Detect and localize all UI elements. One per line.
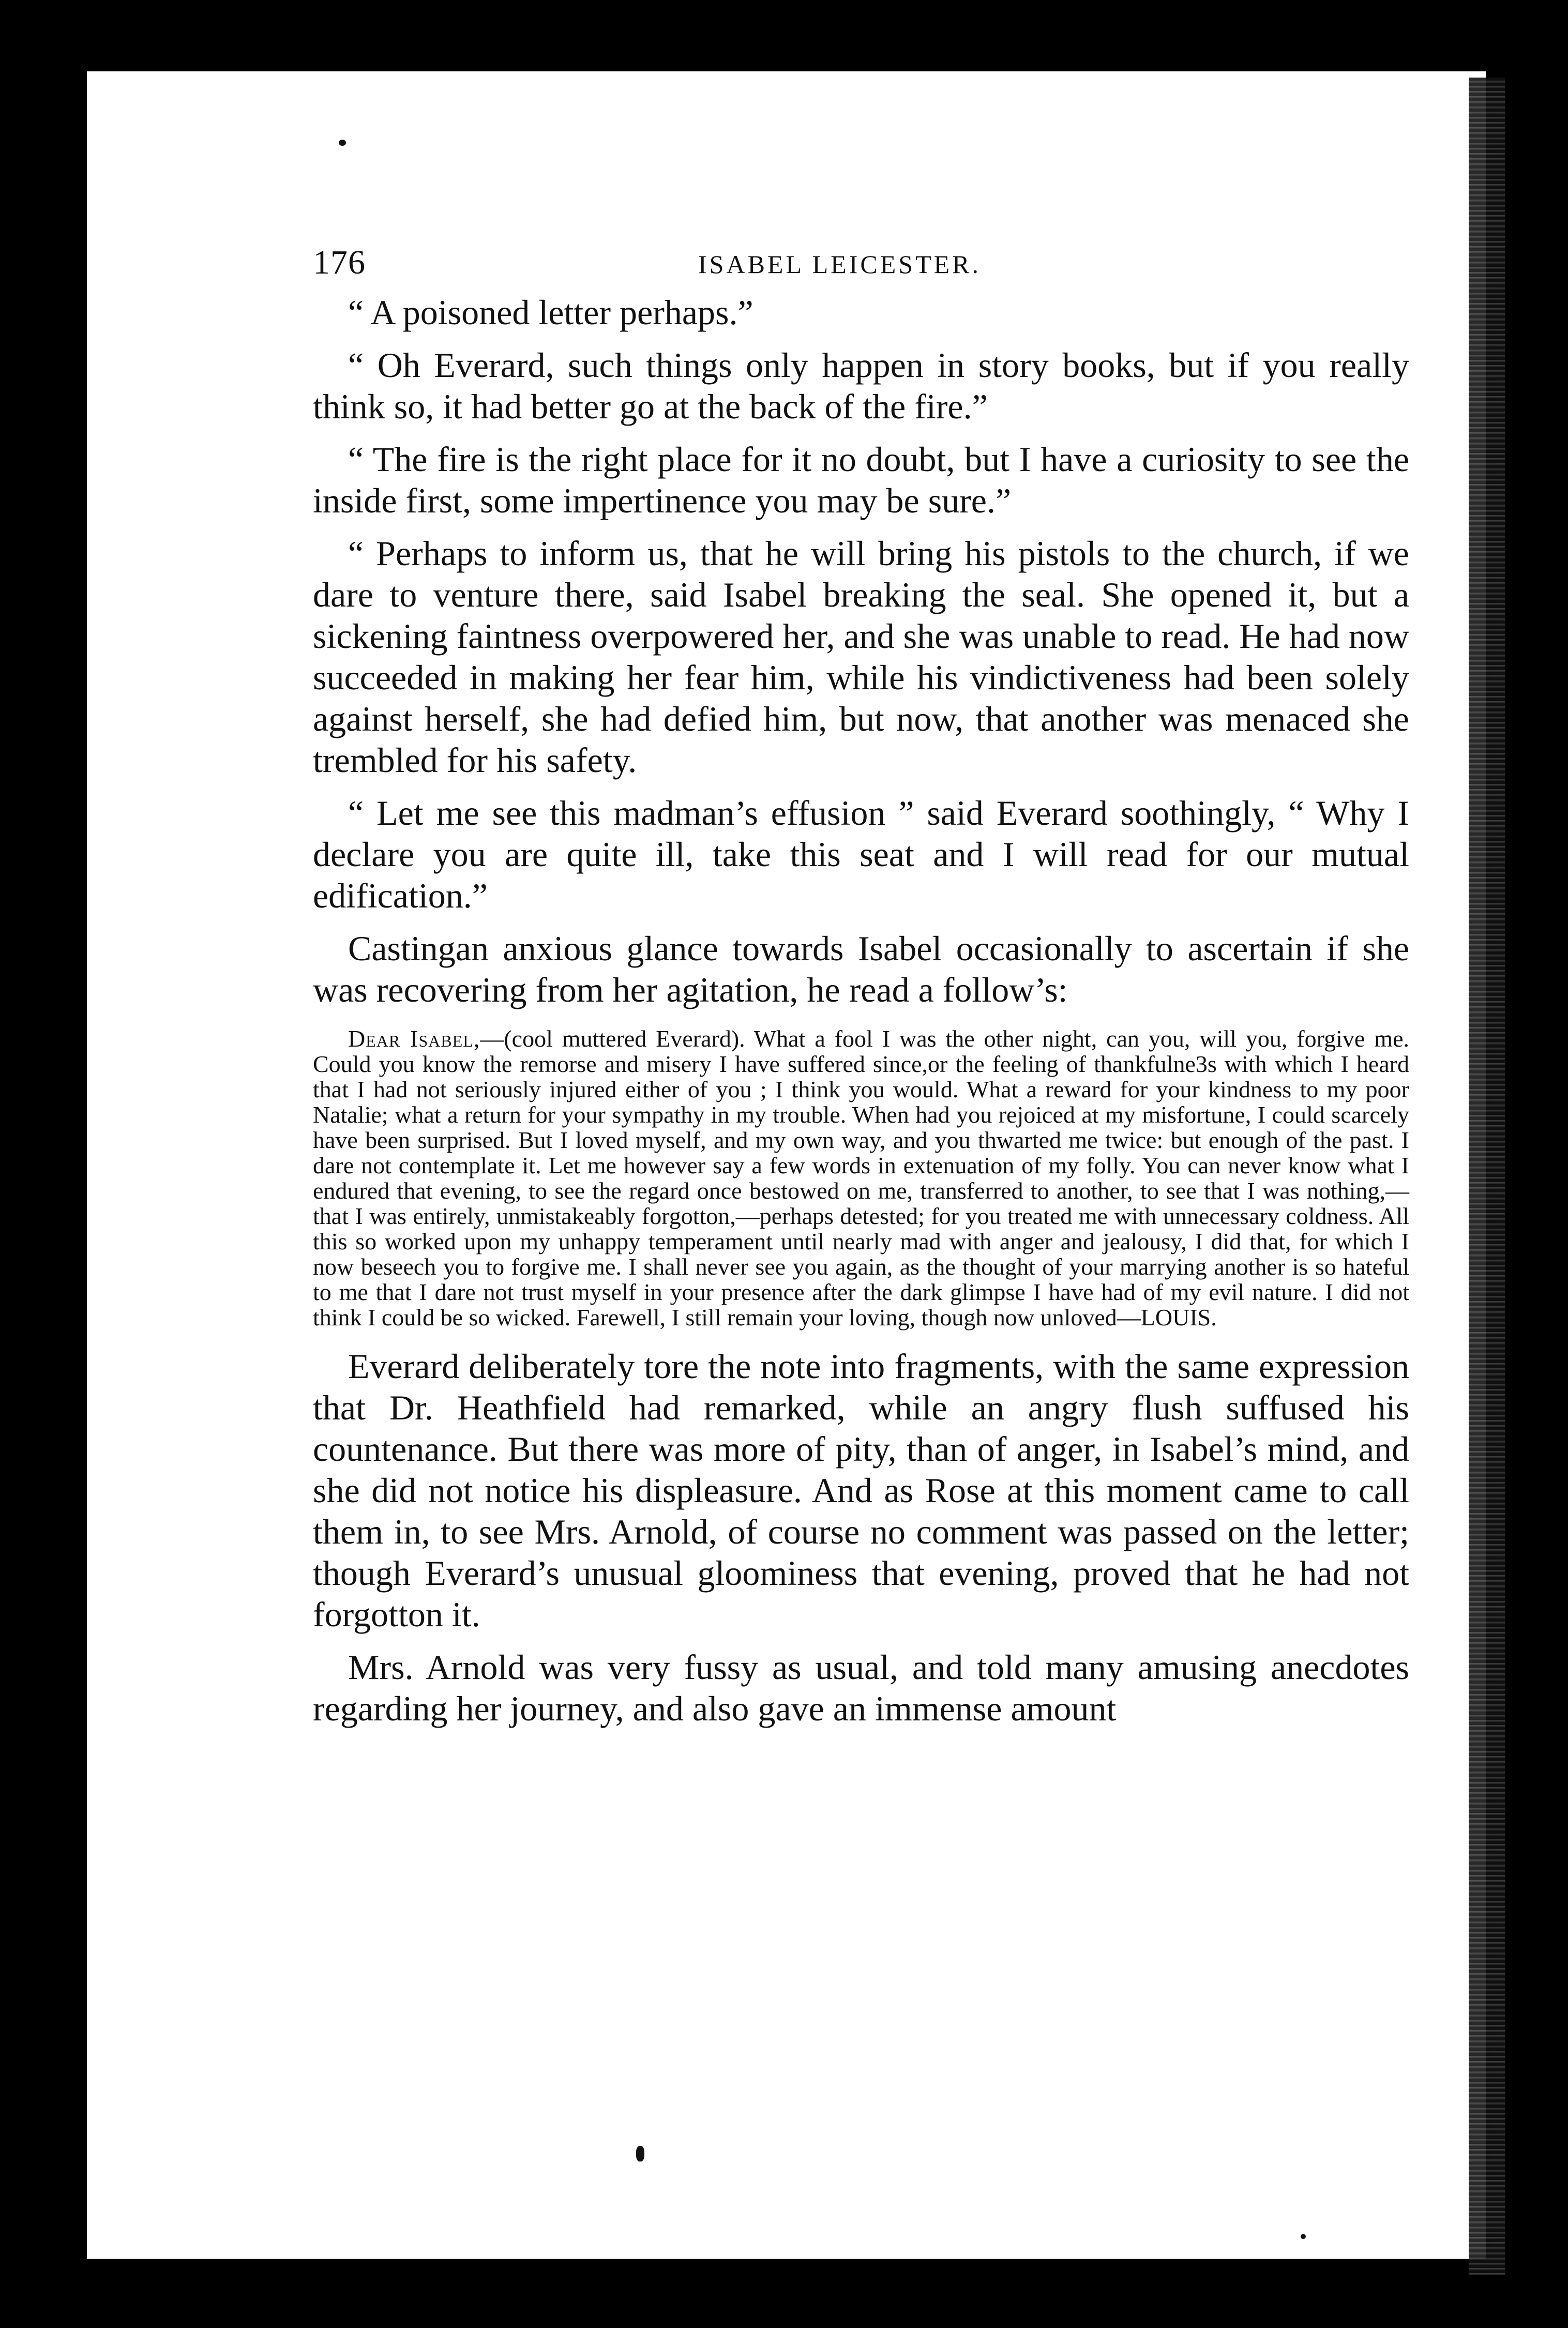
- paragraph: Mrs. Arnold was very fussy as usual, and told many amusing anecdotes regarding her journey, and also gave an immense amount: [313, 1647, 1409, 1728]
- quoted-letter: [313, 1026, 1409, 1330]
- page-number: 176: [313, 244, 366, 281]
- running-head: [313, 243, 1409, 290]
- paragraph: Castingan anxious glance towards Isabel occasionally to ascertain if she was recovering from her agitation, he read a follow’s:: [313, 929, 1409, 1009]
- paragraph: “ Perhaps to inform us, that he will bring his pistols to the church, if we dare to venture there, said Isabel breaking the seal. She opened it, but a sickening faintness overpowered her, and she was unable to read. He had now succeeded in making her fear him, while his vindictiveness had been solely against herself, she had defied him, but now, that another was menaced she trembled for his safety.: [313, 534, 1409, 780]
- letter-text: —(cool muttered Everard). What a fool I was the other night, can you, will you, forgive me. Could you know the remorse and misery I have suffered since,or the feeling of thankfulne3s with which I heard that I had not seriously injured either of you ; I think you would. What a reward for your kindness to my poor Natalie; what a return for your sympathy in my trouble. When had you rejoiced at my misfortune, I could scarcely have been surprised. But I loved myself, and my own way, and you thwarted me twice: but enough of the past. I dare not contemplate it. Let me however say a few words in extenuation of my folly. You can never know what I endured that evening, to see the regard once bestowed on me, transferred to another, to see that I was nothing,—that I was entirely, unmistakeably forgotton,—perhaps detested; for you treated me with unnecessary coldness. All this so worked upon my unhappy temperament until nearly mad with anger and jealousy, I did that, for which I now beseech you to forgive me. I shall never see you again, as the thought of your marrying another is so hateful to me that I dare not trust myself in your presence after the dark glimpse I have had of my evil nature. I did not think I could be so wicked. Farewell, I still remain your loving, though now unloved—: [313, 1025, 1409, 1331]
- letter-signature: LOUIS.: [1140, 1304, 1217, 1331]
- page-edge-shadow: [1469, 78, 1505, 2275]
- ink-speck: [1301, 2234, 1306, 2239]
- paragraph: “ Let me see this madman’s effusion ” said Everard soothingly, “ Why I declare you are quite ill, take this seat and I will read for our mutual edification.”: [313, 793, 1409, 915]
- paragraph: Everard deliberately tore the note into fragments, with the same expression that Dr. Heathfield had remarked, while an angry flush suffused his countenance. But there was more of pity, than of anger, in Isabel’s mind, and she did not notice his displeasure. And as Rose at this moment came to call them in, to see Mrs. Arnold, of course no comment was passed on the letter; though Everard’s unusual gloominess that evening, proved that he had not forgotton it.: [313, 1347, 1409, 1634]
- paragraph: “ A poisoned letter perhaps.”: [348, 293, 753, 332]
- page-edge-border: [1505, 78, 1546, 2275]
- ink-speck: [636, 2146, 644, 2161]
- paragraph: “ The fire is the right place for it no doubt, but I have a curiosity to see the inside first, some impertinence you may be sure.”: [313, 440, 1409, 520]
- paragraph: “ Oh Everard, such things only happen in story books, but if you really think so, it had better go at the back of the fire.”: [313, 345, 1409, 426]
- page-content: [313, 243, 1409, 1741]
- letter-salutation: Dear Isabel,: [348, 1025, 480, 1052]
- running-title: ISABEL LEICESTER.: [698, 250, 982, 279]
- ink-speck: [339, 140, 346, 146]
